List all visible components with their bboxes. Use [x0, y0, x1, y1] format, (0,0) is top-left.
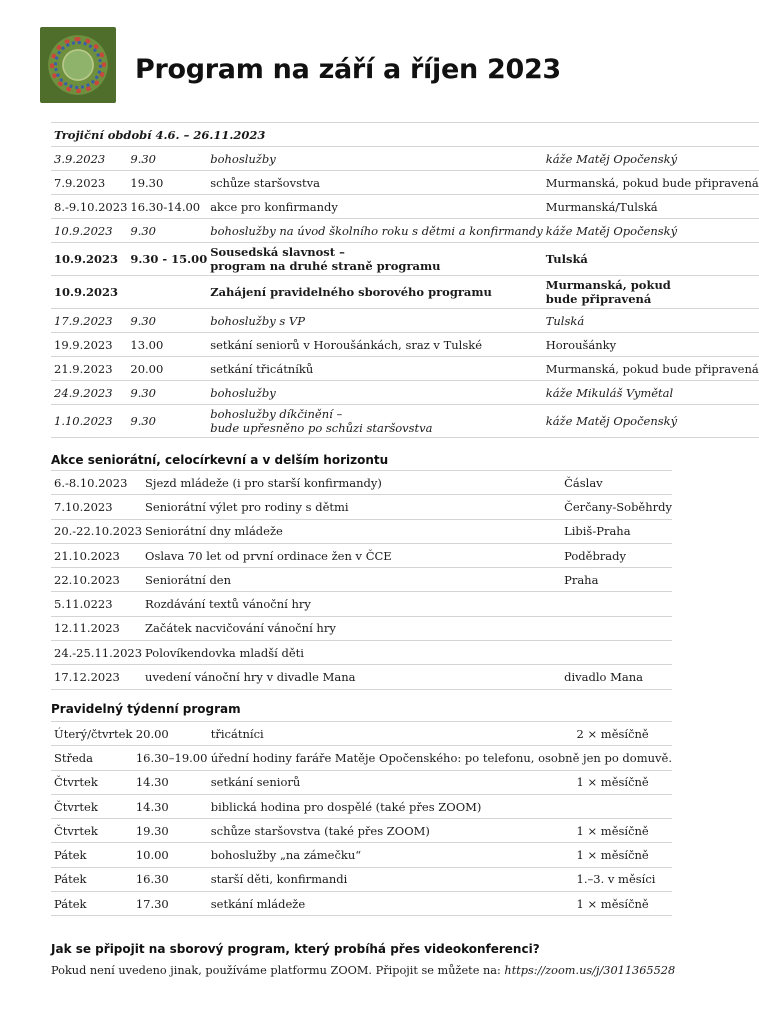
date-cell: 8.-9.10.2023 — [51, 195, 127, 219]
event-cell: bohoslužby — [207, 147, 543, 171]
page-title: Program na září a říjen 2023 — [135, 54, 561, 85]
event-cell: bohoslužby „na zámečku“ — [208, 843, 574, 867]
frequency-cell: 1 × měsíčně — [574, 770, 672, 794]
place-cell: divadlo Mana — [561, 665, 672, 689]
time-cell: 16.30-14.00 — [127, 195, 207, 219]
trinity-heading: Trojiční období 4.6. – 26.11.2023 — [51, 123, 759, 147]
place-cell: Murmanská, pokud bude připravená — [543, 357, 759, 381]
day-cell: Středa — [51, 746, 133, 770]
event-cell: úřední hodiny faráře Matěje Opočenského: po telefonu, osobně jen po domuvě. — [208, 746, 672, 770]
place-cell: Poděbrady — [561, 543, 672, 567]
table-row — [51, 543, 672, 567]
event-cell: Seniorátní výlet pro rodiny s dětmi — [142, 495, 561, 519]
date-cell: 10.9.2023 — [51, 243, 127, 276]
event-cell: setkání seniorů v Horoušánkách, sraz v Tulské — [207, 333, 543, 357]
date-cell: 22.10.2023 — [51, 568, 142, 592]
table-row — [51, 333, 759, 357]
table-row — [51, 276, 759, 309]
event-cell: Oslava 70 let od první ordinace žen v ČCE — [142, 543, 561, 567]
date-cell: 10.9.2023 — [51, 276, 127, 309]
place-cell: Murmanská, pokud bude připravená — [543, 171, 759, 195]
table-row — [51, 309, 759, 333]
time-cell: 10.00 — [133, 843, 208, 867]
date-cell: 7.9.2023 — [51, 171, 127, 195]
weekly-heading: Pravidelný týdenní program — [51, 702, 241, 716]
event-cell — [207, 405, 543, 438]
day-cell: Čtvrtek — [51, 794, 133, 818]
table-row — [51, 171, 759, 195]
place-cell: Horoušánky — [543, 333, 759, 357]
time-cell: 9.30 — [127, 405, 207, 438]
date-cell: 17.9.2023 — [51, 309, 127, 333]
event-cell: setkání třicátníků — [207, 357, 543, 381]
day-cell: Pátek — [51, 843, 133, 867]
zoom-link[interactable]: https://zoom.us/j/3011365528 — [504, 964, 676, 977]
time-cell: 19.30 — [127, 171, 207, 195]
place-cell: káže Matěj Opočenský — [543, 219, 759, 243]
frequency-cell: 1.–3. v měsíci — [574, 867, 672, 891]
table-row — [51, 616, 672, 640]
place-cell: Tulská — [543, 309, 759, 333]
zoom-info — [51, 964, 675, 977]
table-row — [51, 746, 672, 770]
table-row — [51, 843, 672, 867]
event-cell: Rozdávání textů vánoční hry — [142, 592, 561, 616]
event-cell: Sjezd mládeže (i pro starší konfirmandy) — [142, 471, 561, 495]
event-cell: třicátníci — [208, 722, 574, 746]
event-line: bude upřesněno po schůzi staršovstva — [210, 421, 433, 435]
event-cell: Zahájení pravidelného sborového programu — [207, 276, 543, 309]
day-cell: Pátek — [51, 867, 133, 891]
day-cell: Čtvrtek — [51, 819, 133, 843]
event-cell: akce pro konfirmandy — [207, 195, 543, 219]
event-cell: Seniorátní dny mládeže — [142, 519, 561, 543]
event-cell: bohoslužby s VP — [207, 309, 543, 333]
table-row — [51, 519, 672, 543]
event-cell: schůze staršovstva (také přes ZOOM) — [208, 819, 574, 843]
place-line: Murmanská, pokud — [545, 278, 671, 292]
time-cell: 20.00 — [133, 722, 208, 746]
event-cell: Seniorátní den — [142, 568, 561, 592]
day-cell: Úterý/čtvrtek — [51, 722, 133, 746]
zoom-info-text: Pokud není uvedeno jinak, používáme platformu ZOOM. Připojit se můžete na: — [51, 964, 505, 977]
date-cell: 17.12.2023 — [51, 665, 142, 689]
table-row — [51, 147, 759, 171]
time-cell: 9.30 — [127, 309, 207, 333]
event-cell — [207, 243, 543, 276]
zoom-question-heading: Jak se připojit na sborový program, který probíhá přes videokonferenci? — [51, 942, 540, 956]
table-row — [51, 495, 672, 519]
date-cell: 1.10.2023 — [51, 405, 127, 438]
table-row — [51, 592, 672, 616]
time-cell: 9.30 — [127, 381, 207, 405]
table-row — [51, 568, 672, 592]
place-cell: káže Mikuláš Vymětal — [543, 381, 759, 405]
date-cell: 24.9.2023 — [51, 381, 127, 405]
time-cell: 14.30 — [133, 794, 208, 818]
event-cell: biblická hodina pro dospělé (také přes ZOOM) — [208, 794, 574, 818]
table-row — [51, 794, 672, 818]
time-cell: 9.30 — [127, 219, 207, 243]
event-cell: starší děti, konfirmandi — [208, 867, 574, 891]
day-cell: Čtvrtek — [51, 770, 133, 794]
time-cell: 14.30 — [133, 770, 208, 794]
place-cell: káže Matěj Opočenský — [543, 405, 759, 438]
time-cell: 16.30 — [133, 867, 208, 891]
time-cell: 9.30 - 15.00 — [127, 243, 207, 276]
frequency-cell: 1 × měsíčně — [574, 819, 672, 843]
event-cell: schůze staršovstva — [207, 171, 543, 195]
table-row — [51, 243, 759, 276]
event-cell: setkání seniorů — [208, 770, 574, 794]
table-row — [51, 722, 672, 746]
place-cell — [561, 616, 672, 640]
frequency-cell: 1 × měsíčně — [574, 892, 672, 916]
place-cell: Čerčany-Soběhrdy — [561, 495, 672, 519]
place-line: bude připravená — [545, 292, 652, 306]
event-line: Sousedská slavnost – — [210, 245, 345, 259]
time-cell: 9.30 — [127, 147, 207, 171]
date-cell: 12.11.2023 — [51, 616, 142, 640]
senior-heading: Akce seniorátní, celocírkevní a v delším horizontu — [51, 453, 389, 467]
day-cell: Pátek — [51, 892, 133, 916]
table-row — [51, 892, 672, 916]
place-cell: Murmanská/Tulská — [543, 195, 759, 219]
event-line: bohoslužby díkčinění – — [210, 407, 343, 421]
time-cell — [127, 276, 207, 309]
date-cell: 7.10.2023 — [51, 495, 142, 519]
event-cell: Začátek nacvičování vánoční hry — [142, 616, 561, 640]
table-row — [51, 357, 759, 381]
event-cell: Polovíkendovka mladší děti — [142, 641, 561, 665]
place-cell: Praha — [561, 568, 672, 592]
event-cell: bohoslužby — [207, 381, 543, 405]
table-row — [51, 405, 759, 438]
date-cell: 20.-22.10.2023 — [51, 519, 142, 543]
weekly-table — [51, 721, 672, 916]
time-cell: 19.30 — [133, 819, 208, 843]
table-row — [51, 195, 759, 219]
time-cell: 13.00 — [127, 333, 207, 357]
people-ring-inner — [54, 41, 102, 89]
table-row — [51, 219, 759, 243]
frequency-cell — [574, 794, 672, 818]
place-cell: Čáslav — [561, 471, 672, 495]
table-row — [51, 381, 759, 405]
event-line: program na druhé straně programu — [210, 259, 441, 273]
date-cell: 3.9.2023 — [51, 147, 127, 171]
place-cell: Libiš-Praha — [561, 519, 672, 543]
place-cell — [543, 276, 759, 309]
place-cell: káže Matěj Opočenský — [543, 147, 759, 171]
senior-table — [51, 470, 672, 690]
time-cell: 20.00 — [127, 357, 207, 381]
date-cell: 5.11.0223 — [51, 592, 142, 616]
place-cell — [561, 592, 672, 616]
event-cell: uvedení vánoční hry v divadle Mana — [142, 665, 561, 689]
time-cell: 16.30–19.00 — [133, 746, 208, 770]
table-row — [51, 471, 672, 495]
date-cell: 21.9.2023 — [51, 357, 127, 381]
table-header-row — [51, 123, 759, 147]
table-row — [51, 641, 672, 665]
date-cell: 6.-8.10.2023 — [51, 471, 142, 495]
date-cell: 24.-25.11.2023 — [51, 641, 142, 665]
table-row — [51, 819, 672, 843]
circle-of-people-photo — [40, 27, 116, 103]
table-row — [51, 770, 672, 794]
date-cell: 10.9.2023 — [51, 219, 127, 243]
date-cell: 21.10.2023 — [51, 543, 142, 567]
frequency-cell: 2 × měsíčně — [574, 722, 672, 746]
event-cell: bohoslužby na úvod školního roku s dětmi a konfirmandy — [207, 219, 543, 243]
table-row — [51, 867, 672, 891]
trinity-table — [51, 122, 759, 438]
event-cell: setkání mládeže — [208, 892, 574, 916]
place-cell — [561, 641, 672, 665]
time-cell: 17.30 — [133, 892, 208, 916]
frequency-cell: 1 × měsíčně — [574, 843, 672, 867]
place-cell: Tulská — [543, 243, 759, 276]
table-row — [51, 665, 672, 689]
date-cell: 19.9.2023 — [51, 333, 127, 357]
